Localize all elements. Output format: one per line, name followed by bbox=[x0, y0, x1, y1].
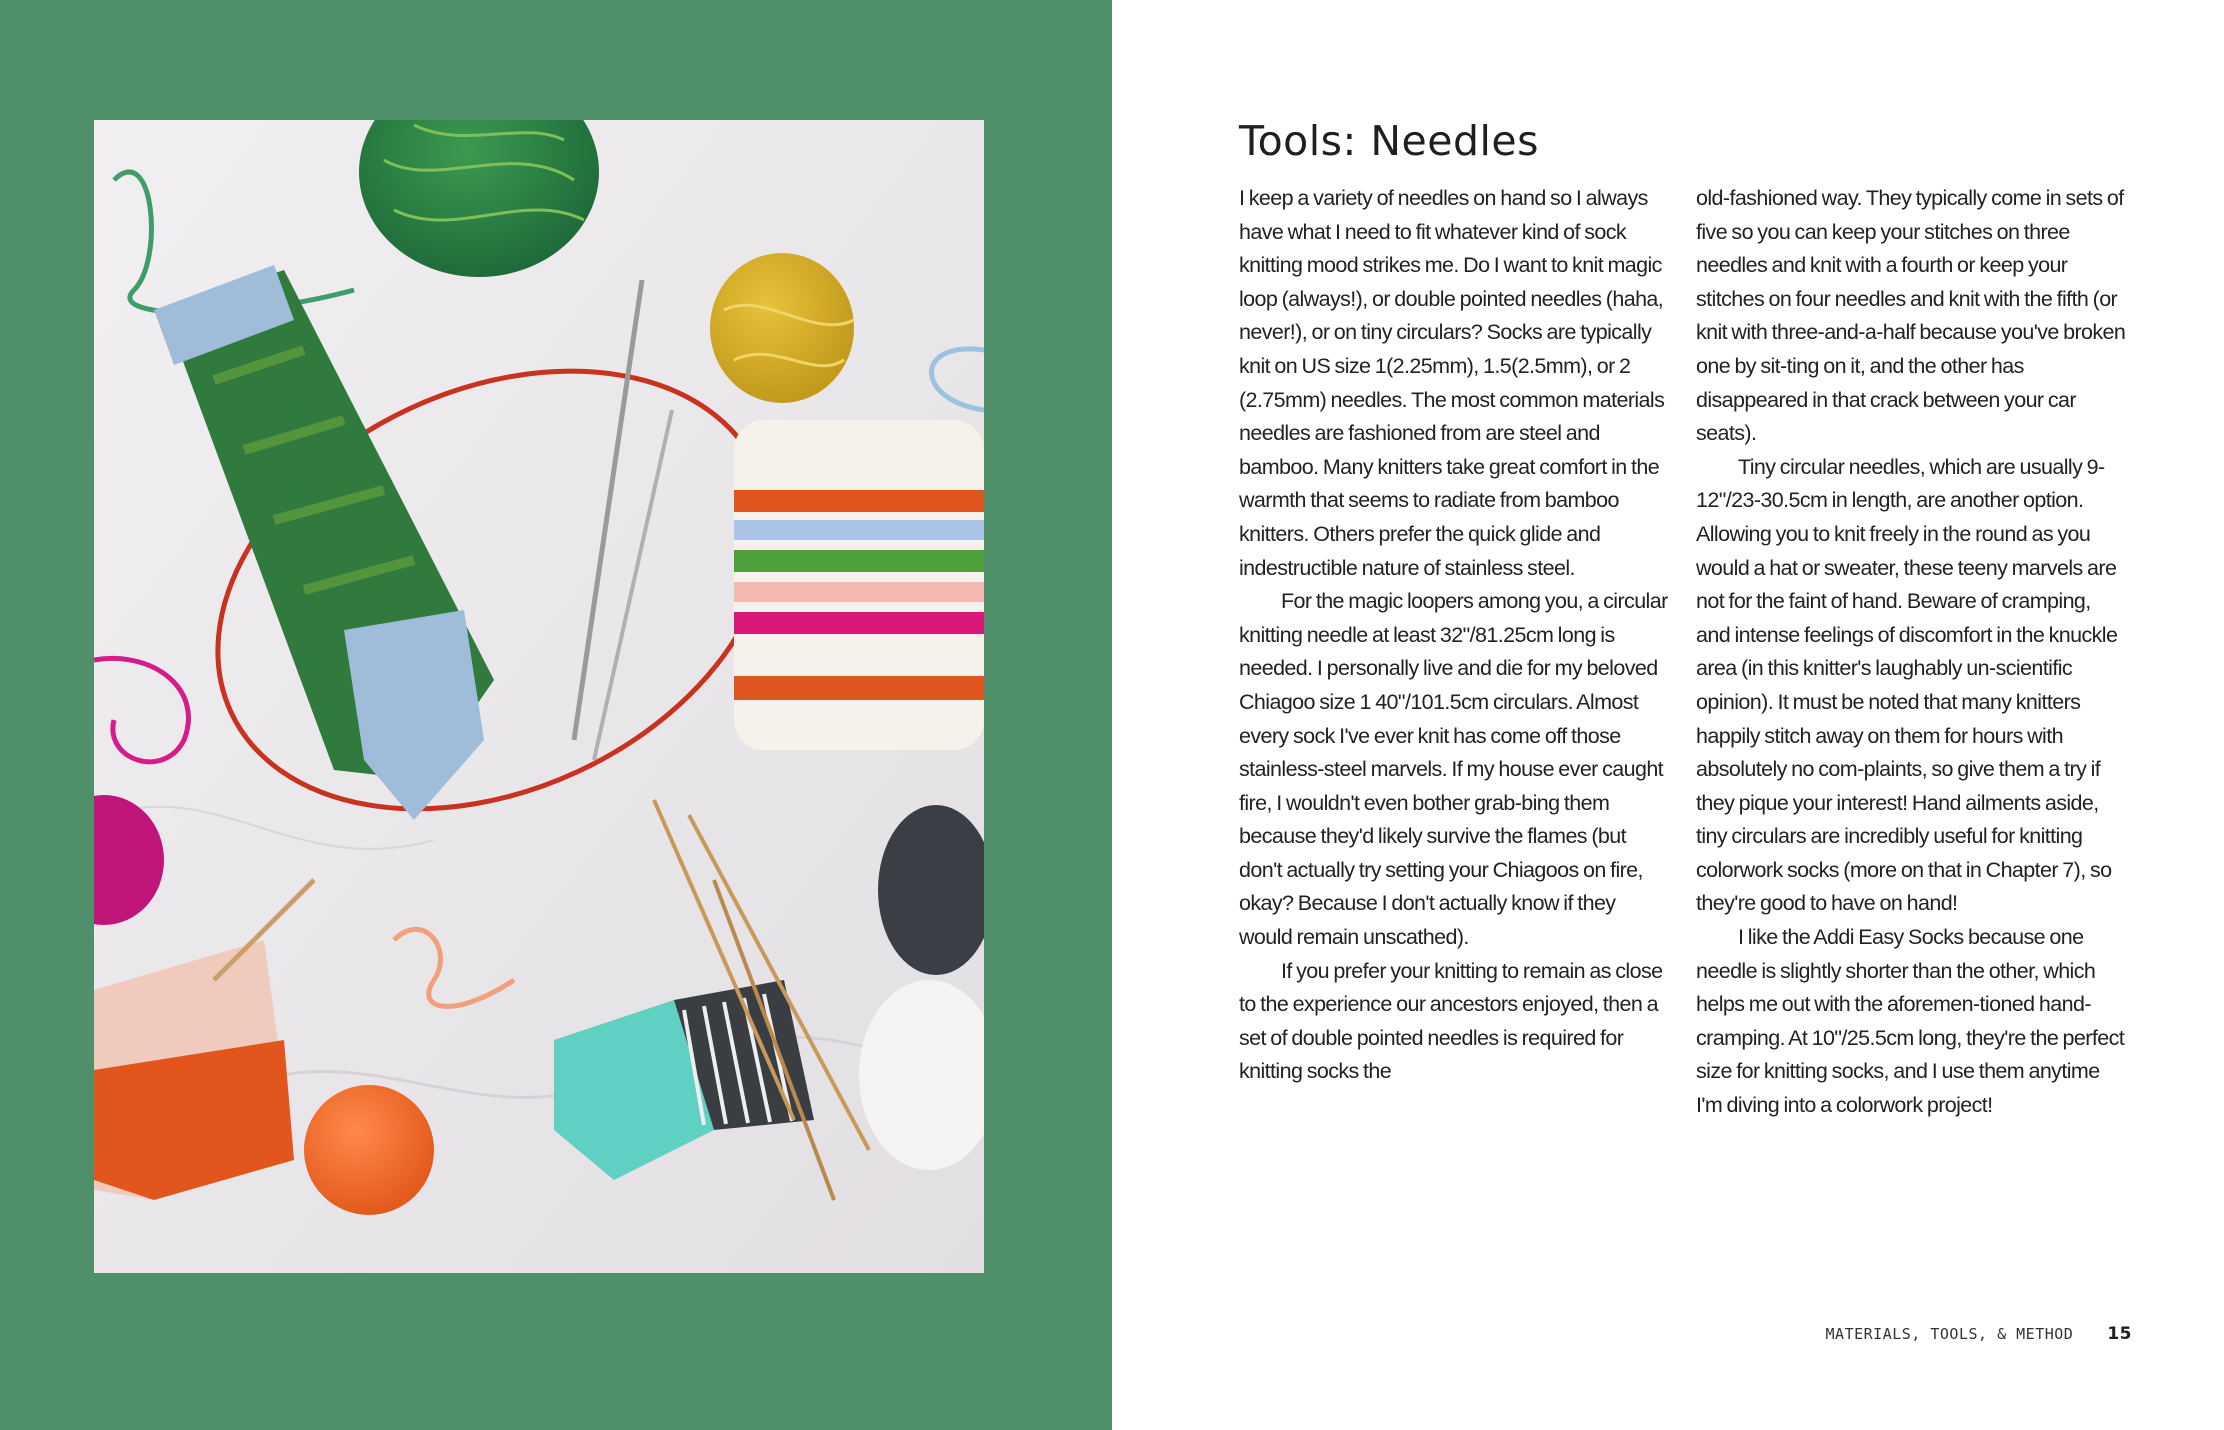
text-column-1 bbox=[1239, 182, 1669, 1089]
paragraph: old-fashioned way. They typically come in sets of five so you can keep your stitches on three needles and knit with a fourth or keep your stitches on four needles and knit with the fifth (or knit with three-and-a-half because you've broken one by sit-ting on it, and the other has disappeared in that crack between your car seats). bbox=[1696, 186, 2126, 446]
right-page bbox=[1112, 0, 2224, 1430]
page-title: Tools: Needles bbox=[1239, 117, 1539, 165]
page-footer bbox=[1826, 1324, 2132, 1344]
paragraph: I keep a variety of needles on hand so I always have what I need to fit whatever kind of sock knitting mood strikes me. Do I want to knit magic loop (always!), or double pointed needles (haha, never!), or on tiny circulars? Socks are typically knit on US size 1(2.25mm), 1.5(2.5mm), or 2 (2.75mm) needles. The most common materials needles are fashioned from are steel and bamboo. Many knitters take great comfort in the warmth that seems to radiate from bamboo knitters. Others prefer the quick glide and indestructible nature of stainless steel. bbox=[1239, 186, 1665, 580]
knitting-flatlay-photo bbox=[94, 120, 984, 1273]
photo-illustration bbox=[94, 120, 984, 1273]
text-column-2 bbox=[1696, 182, 2126, 1123]
footer-section-label: MATERIALS, TOOLS, & METHOD bbox=[1825, 1325, 2074, 1343]
paragraph: I like the Addi Easy Socks because one needle is slightly shorter than the other, which helps me out with the aforemen-tioned hand-cramping. At 10"/25.5cm long, they're the perfect size for knitting socks, and I use them anytime I'm diving into a colorwork project! bbox=[1696, 925, 2125, 1118]
paragraph: If you prefer your knitting to remain as close to the experience our ancestors enjoyed, then a set of double pointed needles is required for knitting socks the bbox=[1239, 958, 1663, 1084]
paragraph: For the magic loopers among you, a circular knitting needle at least 32"/81.25cm long is needed. I personally live and die for my beloved Chiagoo size 1 40"/101.5cm circulars. Almost every sock I've ever knit has come off those stainless-steel marvels. If my house ever caught fire, I wouldn't even bother grab-bing them because they'd likely survive the flames (but don't actually try setting your Chiagoos on fire, okay? Because I don't actually know if they would remain unscathed). bbox=[1239, 589, 1668, 950]
paragraph: Tiny circular needles, which are usually 9-12"/23-30.5cm in length, are another option. Allowing you to knit freely in the round as you would a hat or sweater, these teeny marvels are not for the faint of hand. Beware of cramping, and intense feelings of discomfort in the knuckle area (in this knitter's laughably un-scientific opinion). It must be noted that many knitters happily stitch away on them for hours with absolutely no com-plaints, so give them a try if they pique your interest! Hand ailments aside, tiny circulars are incredibly useful for knitting colorwork socks (more on that in Chapter 7), so they're good to have on hand! bbox=[1696, 454, 2118, 916]
page-number: 15 bbox=[2107, 1324, 2132, 1344]
